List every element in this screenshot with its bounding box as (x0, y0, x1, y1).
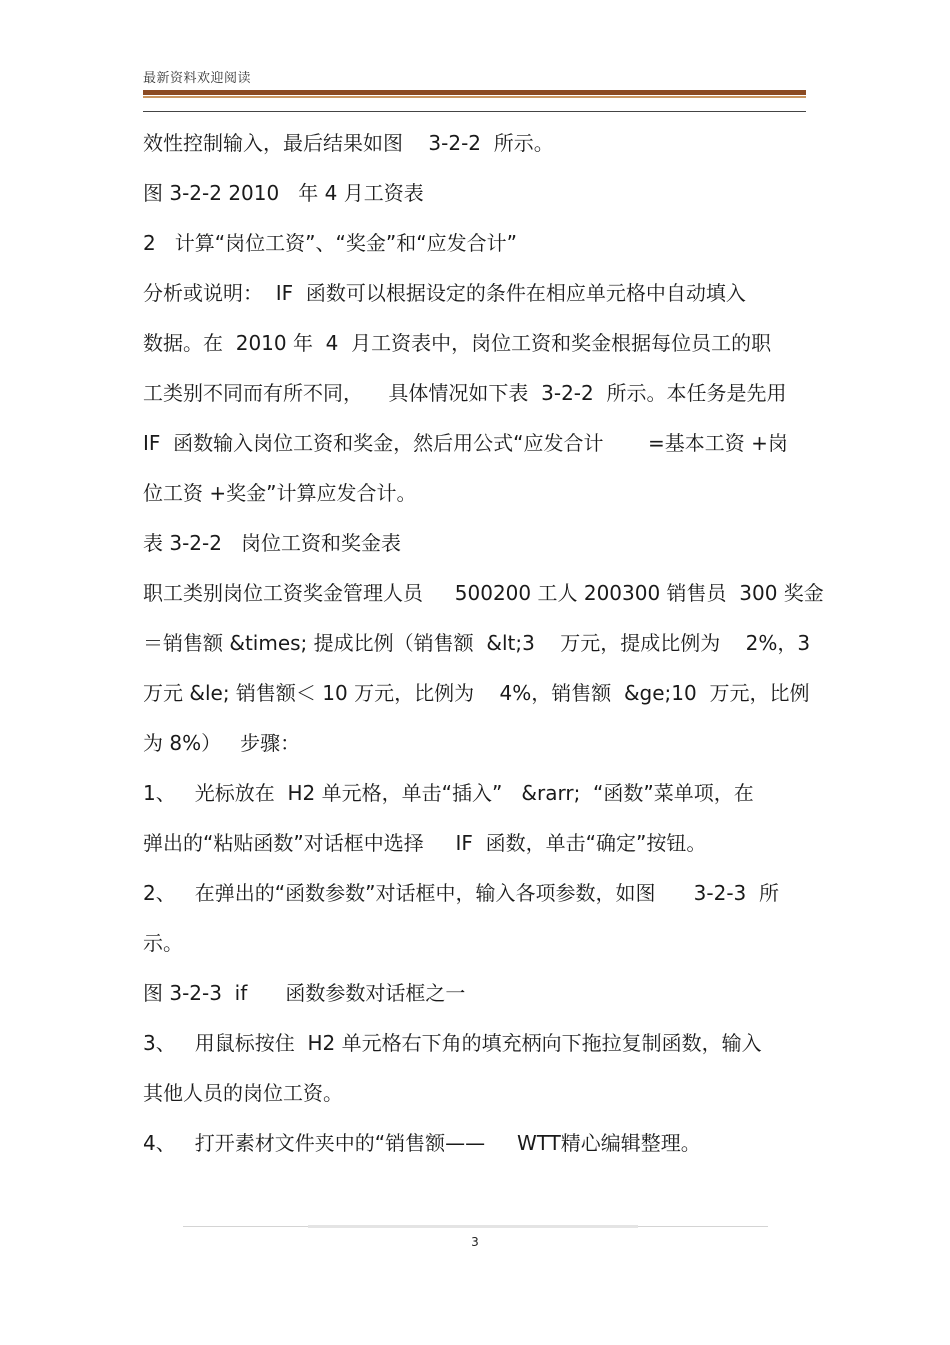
body-line: 职工类别岗位工资奖金管理人员 500200 工人 200300 销售员 300 奖金 (143, 581, 824, 605)
body-line: 位工资 +奖金”计算应发合计。 (143, 481, 417, 505)
step-line: 2、 在弹出的“函数参数”对话框中，输入各项参数，如图 3-2-3 所 (143, 881, 779, 905)
page-number: 3 (471, 1235, 479, 1249)
header-rule-thin (143, 111, 806, 112)
footer-rule-shade (308, 1225, 638, 1228)
section-heading: 2 计算“岗位工资”、“奖金”和“应发合计” (143, 231, 517, 255)
body-line: IF 函数输入岗位工资和奖金，然后用公式“应发合计 =基本工资 +岗 (143, 431, 788, 455)
body-line: ＝销售额 &times; 提成比例（销售额 &lt;3 万元，提成比例为 2%，3 (143, 631, 811, 655)
step-line: 弹出的“粘贴函数”对话框中选择 IF 函数，单击“确定”按钮。 (143, 831, 707, 855)
body-line: 工类别不同而有所不同， 具体情况如下表 3-2-2 所示。本任务是先用 (143, 381, 787, 405)
step-line: 1、 光标放在 H2 单元格，单击“插入” &rarr; “函数”菜单项，在 (143, 781, 754, 805)
header-rule-accent (143, 96, 806, 98)
step-line: 4、 打开素材文件夹中的“销售额—— WTT精心编辑整理。 (143, 1131, 701, 1155)
running-header: 最新资料欢迎阅读 (143, 71, 252, 86)
body-line: 数据。在 2010 年 4 月工资表中，岗位工资和奖金根据每位员工的职 (143, 331, 772, 355)
step-line: 3、 用鼠标按住 H2 单元格右下角的填充柄向下拖拉复制函数，输入 (143, 1031, 762, 1055)
header-rule-thick (143, 90, 806, 95)
body-line: 万元 &le; 销售额＜ 10 万元，比例为 4%，销售额 &ge;10 万元，比例 (143, 681, 810, 705)
body-line: 效性控制输入，最后结果如图 3-2-2 所示。 (143, 131, 554, 155)
body-line: 分析或说明： IF 函数可以根据设定的条件在相应单元格中自动填入 (143, 281, 746, 305)
figure-caption: 图 3-2-3 if 函数参数对话框之一 (143, 981, 466, 1005)
figure-caption: 图 3-2-2 2010 年 4 月工资表 (143, 181, 424, 205)
step-line: 其他人员的岗位工资。 (143, 1081, 343, 1105)
step-line: 示。 (143, 931, 183, 955)
body-line: 为 8%） 步骤： (143, 731, 301, 755)
table-caption: 表 3-2-2 岗位工资和奖金表 (143, 531, 402, 555)
